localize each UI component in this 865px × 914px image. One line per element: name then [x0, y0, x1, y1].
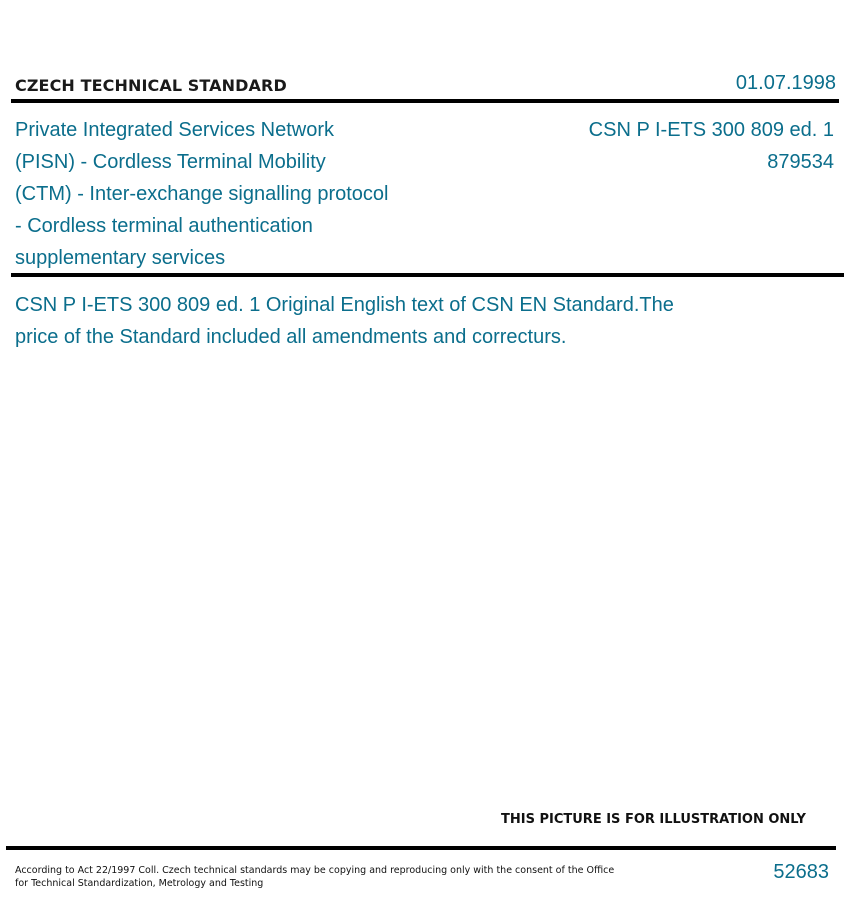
- title-line: - Cordless terminal authentication: [15, 215, 313, 237]
- title-line: supplementary services: [15, 247, 226, 269]
- title-divider: [11, 273, 844, 277]
- standard-title: [15, 114, 445, 274]
- issue-date: 01.07.1998: [735, 72, 836, 94]
- catalog-number: 879534: [767, 151, 834, 173]
- title-line: Private Integrated Services Network: [15, 119, 335, 141]
- title-line: (PISN) - Cordless Terminal Mobility: [15, 151, 326, 173]
- footer-divider: [6, 846, 836, 850]
- standard-code: CSN P I-ETS 300 809 ed. 1: [588, 119, 834, 141]
- header-divider: [11, 99, 839, 103]
- illustration-disclaimer: THIS PICTURE IS FOR ILLUSTRATION ONLY: [501, 812, 806, 827]
- document-number: 52683: [773, 861, 829, 883]
- legal-notice: [15, 864, 614, 890]
- description-line: CSN P I-ETS 300 809 ed. 1 Original English text of CSN EN Standard.The: [15, 294, 674, 316]
- legal-line: for Technical Standardization, Metrology and Testing: [15, 878, 264, 889]
- title-line: (CTM) - Inter-exchange signalling protocol: [15, 183, 389, 205]
- legal-line: According to Act 22/1997 Coll. Czech technical standards may be copying and reproducing only with the consent of the Office: [15, 865, 615, 876]
- standard-description: [15, 289, 755, 353]
- description-line: price of the Standard included all amendments and correcturs.: [15, 326, 567, 348]
- standard-codes: [589, 114, 834, 178]
- standard-type-label: CZECH TECHNICAL STANDARD: [15, 76, 287, 95]
